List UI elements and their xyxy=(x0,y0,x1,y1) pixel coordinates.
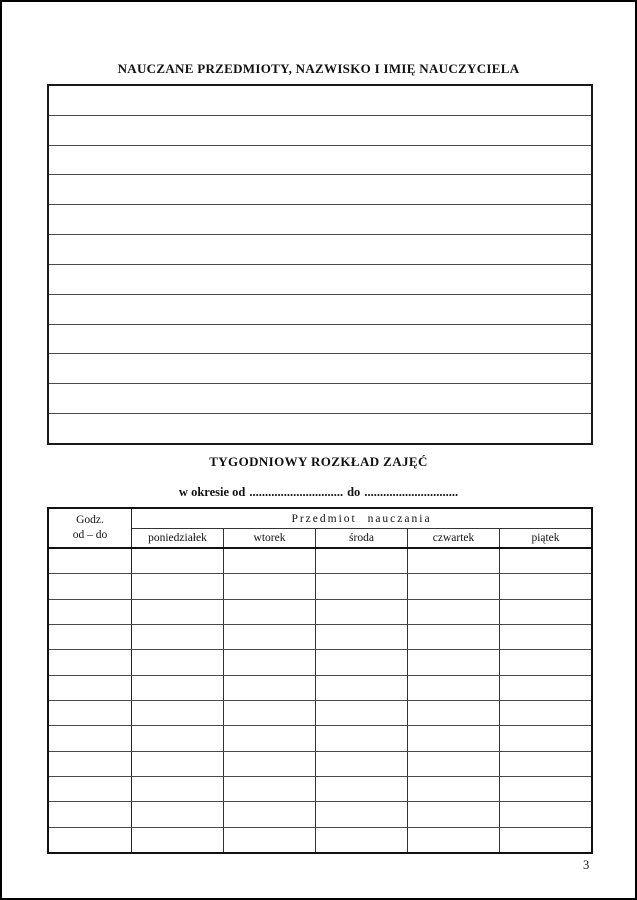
schedule-cell xyxy=(316,574,408,598)
schedule-cell xyxy=(132,802,224,826)
schedule-cell xyxy=(224,574,316,598)
schedule-row xyxy=(49,549,591,574)
subjects-row xyxy=(49,146,591,176)
hours-cell xyxy=(49,549,132,573)
schedule-cell xyxy=(316,828,408,852)
schedule-cell xyxy=(408,600,500,624)
schedule-cell xyxy=(500,777,591,801)
schedule-cell xyxy=(500,650,591,674)
schedule-cell xyxy=(500,600,591,624)
subjects-row xyxy=(49,86,591,116)
schedule-cell xyxy=(316,752,408,776)
schedule-row xyxy=(49,802,591,827)
schedule-cell xyxy=(224,549,316,573)
schedule-row xyxy=(49,625,591,650)
schedule-cell xyxy=(224,701,316,725)
hours-cell xyxy=(49,726,132,750)
schedule-cell xyxy=(224,726,316,750)
page-number: 3 xyxy=(583,858,590,872)
schedule-cell xyxy=(316,802,408,826)
schedule-row xyxy=(49,828,591,852)
schedule-cell xyxy=(408,726,500,750)
schedule-cell xyxy=(224,625,316,649)
schedule-cell xyxy=(408,802,500,826)
schedule-row xyxy=(49,726,591,751)
period-line xyxy=(2,485,635,500)
hours-cell xyxy=(49,650,132,674)
schedule-cell xyxy=(316,549,408,573)
subjects-row xyxy=(49,235,591,265)
day-header-cell: środa xyxy=(316,529,408,547)
schedule-cell xyxy=(132,549,224,573)
period-label-from: w okresie od xyxy=(178,485,246,499)
schedule-row xyxy=(49,752,591,777)
schedule-cell xyxy=(132,828,224,852)
schedule-cell xyxy=(132,650,224,674)
schedule-cell xyxy=(316,726,408,750)
schedule-cell xyxy=(224,600,316,624)
schedule-cell xyxy=(316,625,408,649)
hours-cell xyxy=(49,600,132,624)
schedule-cell xyxy=(316,600,408,624)
subjects-row xyxy=(49,295,591,325)
schedule-cell xyxy=(408,828,500,852)
hours-cell xyxy=(49,676,132,700)
subjects-row xyxy=(49,116,591,146)
schedule-cell xyxy=(408,701,500,725)
subjects-row xyxy=(49,384,591,414)
hours-column-header xyxy=(49,509,132,547)
schedule-title: TYGODNIOWY ROZKŁAD ZAJĘĆ xyxy=(209,454,428,469)
schedule-cell xyxy=(500,752,591,776)
hours-cell xyxy=(49,701,132,725)
schedule-cell xyxy=(224,828,316,852)
schedule-cell xyxy=(132,625,224,649)
schedule-row xyxy=(49,676,591,701)
day-header-cell: poniedziałek xyxy=(132,529,224,547)
schedule-cell xyxy=(224,650,316,674)
period-dots-to: .............................. xyxy=(364,485,459,499)
schedule-cell xyxy=(224,752,316,776)
hours-header-line1: Godz. xyxy=(76,514,104,526)
schedule-cell xyxy=(316,777,408,801)
schedule-cell xyxy=(132,752,224,776)
hours-cell xyxy=(49,574,132,598)
schedule-cell xyxy=(408,777,500,801)
subjects-row xyxy=(49,325,591,355)
schedule-cell xyxy=(500,701,591,725)
schedule-cell xyxy=(408,549,500,573)
schedule-cell xyxy=(408,752,500,776)
period-label-to: do xyxy=(347,485,361,499)
subjects-table xyxy=(47,84,593,445)
schedule-cell xyxy=(500,625,591,649)
schedule-table-body xyxy=(49,549,591,852)
days-header-group xyxy=(132,509,591,547)
day-header-cell: wtorek xyxy=(224,529,316,547)
schedule-cell xyxy=(224,676,316,700)
schedule-cell xyxy=(316,650,408,674)
schedule-cell xyxy=(408,574,500,598)
schedule-cell xyxy=(500,802,591,826)
schedule-cell xyxy=(132,600,224,624)
schedule-cell xyxy=(132,701,224,725)
day-header-cell: czwartek xyxy=(408,529,500,547)
day-header-cell: piątek xyxy=(531,532,560,544)
schedule-row xyxy=(49,650,591,675)
hours-cell xyxy=(49,802,132,826)
day-headers-row xyxy=(132,529,591,547)
subjects-row xyxy=(49,265,591,295)
subject-group-header: Przedmiot nauczania xyxy=(132,509,591,529)
hours-cell xyxy=(49,752,132,776)
hours-cell xyxy=(49,777,132,801)
hours-header-line2: od – do xyxy=(72,529,108,541)
schedule-cell xyxy=(500,574,591,598)
schedule-cell xyxy=(408,625,500,649)
schedule-cell xyxy=(132,726,224,750)
schedule-cell xyxy=(132,676,224,700)
schedule-cell xyxy=(408,650,500,674)
subjects-row xyxy=(49,414,591,443)
subjects-row xyxy=(49,205,591,235)
schedule-row xyxy=(49,600,591,625)
schedule-row xyxy=(49,701,591,726)
schedule-cell xyxy=(408,676,500,700)
subjects-row xyxy=(49,175,591,205)
schedule-cell xyxy=(500,828,591,852)
schedule-row xyxy=(49,574,591,599)
schedule-cell xyxy=(132,574,224,598)
hours-cell xyxy=(49,828,132,852)
schedule-cell xyxy=(500,549,591,573)
schedule-cell xyxy=(500,676,591,700)
subjects-title: NAUCZANE PRZEDMIOTY, NAZWISKO I IMIĘ NAUCZYCIELA xyxy=(117,61,520,76)
subjects-row xyxy=(49,354,591,384)
schedule-row xyxy=(49,777,591,802)
schedule-cell xyxy=(316,701,408,725)
hours-cell xyxy=(49,625,132,649)
schedule-cell xyxy=(316,676,408,700)
schedule-cell xyxy=(224,777,316,801)
schedule-cell xyxy=(132,777,224,801)
schedule-cell xyxy=(224,802,316,826)
schedule-table xyxy=(47,507,593,854)
schedule-cell xyxy=(500,726,591,750)
schedule-table-header xyxy=(49,509,591,549)
period-dots-from: .............................. xyxy=(249,485,344,499)
